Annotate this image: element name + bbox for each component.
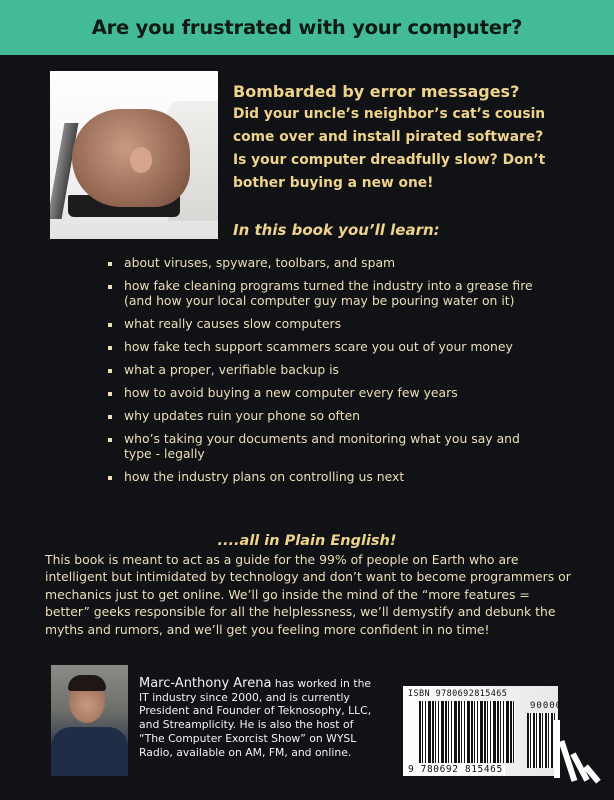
intro-line: come over and install pirated software? xyxy=(233,129,544,145)
learn-heading: In this book you’ll learn: xyxy=(233,221,440,239)
barcode-digits: 9 780692 815465 xyxy=(408,764,503,775)
isbn-label: ISBN 9780692815465 xyxy=(408,689,508,699)
topics-list xyxy=(104,256,544,493)
intro-line: Is your computer dreadfully slow? Don’t xyxy=(233,152,546,168)
falling-bar-icon xyxy=(554,720,560,778)
photo-ear xyxy=(130,147,152,173)
page-title: Are you frustrated with your computer? xyxy=(91,16,523,39)
author-hair xyxy=(68,675,106,691)
intro-line: Bombarded by error messages? xyxy=(233,82,520,101)
list-item: how fake tech support scammers scare you out of your money xyxy=(104,340,544,355)
list-item: how to avoid buying a new computer every few years xyxy=(104,386,544,401)
list-item: about viruses, spyware, toolbars, and spam xyxy=(104,256,544,271)
list-item: what a proper, verifiable backup is xyxy=(104,363,544,378)
list-item: why updates ruin your phone so often xyxy=(104,409,544,424)
barcode-bars-icon xyxy=(419,701,515,763)
intro-questions xyxy=(233,80,603,195)
list-item: how fake cleaning programs turned the industry into a grease fire (and how your local computer guy may be pouring water on it) xyxy=(104,279,544,308)
book-description: This book is meant to act as a guide for the 99% of people on Earth who are intelligent but intimidated by technology and don’t want to become programmers or mechanics just to get online. We’ll go inside the mind of the “more features = better” geeks responsible for all the helplessness, we’ll demystify and debunk the myths and rumors, and we’ll get you feeling more confident in no time! xyxy=(45,552,571,637)
list-item: who’s taking your documents and monitoring what you say and type - legally xyxy=(104,432,544,461)
author-jacket xyxy=(51,727,128,776)
intro-line: Did your uncle’s neighbor’s cat’s cousin xyxy=(233,106,546,122)
list-item: how the industry plans on controlling us next xyxy=(104,470,544,485)
author-bio-text: has worked in the IT industry since 2000, and is currently President and Founder of Teknosophy, LLC, and Streamplicity. He is also the host of “The Computer Exorcist Show” on WYSL Radio, available on AM, FM, and online. xyxy=(139,677,372,759)
price-code: 90000 xyxy=(530,701,563,711)
intro-line: bother buying a new one! xyxy=(233,175,434,191)
tagline: ....all in Plain English! xyxy=(217,533,397,549)
author-name: Marc-Anthony Arena xyxy=(139,676,272,691)
header-banner xyxy=(0,0,614,55)
author-photo xyxy=(51,665,128,776)
addon-barcode-bars-icon xyxy=(527,713,557,768)
author-bio xyxy=(139,677,379,759)
list-item: what really causes slow computers xyxy=(104,317,544,332)
frustrated-man-photo xyxy=(50,71,218,239)
isbn-barcode xyxy=(403,686,563,776)
